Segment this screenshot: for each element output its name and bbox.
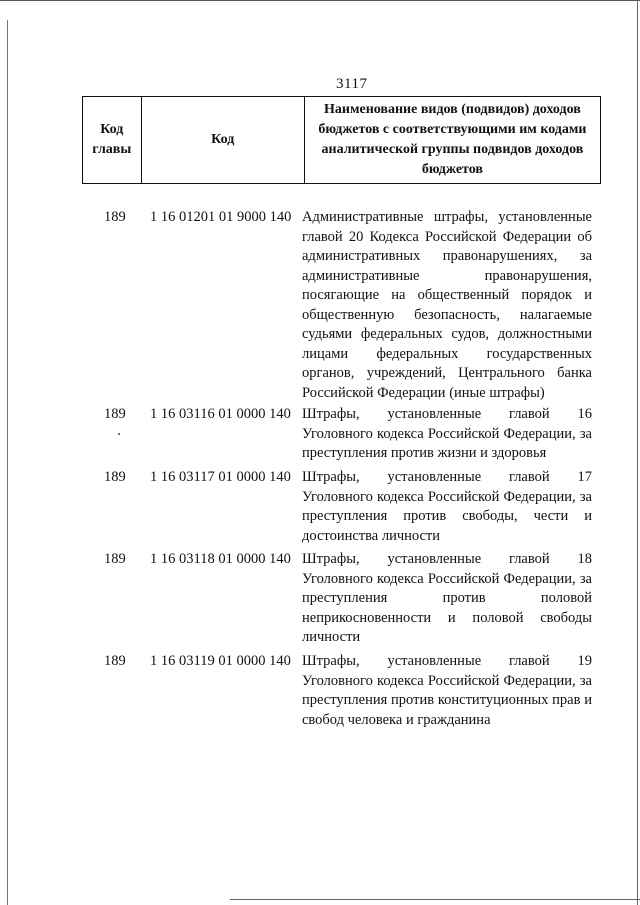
income-name-line: достоинства личности — [302, 527, 441, 544]
income-name-line: общественную безопасность, налагаемые — [302, 306, 592, 323]
income-name-line: Штрафы, установленные главой 16 — [302, 406, 592, 422]
chapter-code: 189 — [104, 209, 126, 225]
income-name-line: главой 20 Кодекса Российской Федерации об — [302, 228, 592, 245]
header-code — [141, 97, 304, 184]
income-name — [302, 652, 592, 730]
income-name-line: лицами федеральных государственных — [302, 345, 592, 362]
income-name-line: личности — [302, 629, 361, 645]
header-code-label: Код — [211, 132, 235, 147]
scan-edge-left — [7, 20, 8, 905]
chapter-code: 189 — [104, 653, 126, 669]
budget-code: 1 16 01201 01 9000 140 — [150, 209, 292, 225]
income-name-line: Уголовного кодекса Российской Федерации, за — [302, 570, 592, 587]
scan-edge-right — [637, 0, 638, 905]
column-header-table — [82, 96, 601, 184]
income-name-line: неприкосновенности и половой свободы — [302, 609, 592, 626]
budget-code: 1 16 03118 01 0000 140 — [150, 551, 291, 567]
budget-code: 1 16 03117 01 0000 140 — [150, 469, 291, 485]
header-name-line: Наименование видов (подвидов) доходов — [323, 102, 581, 117]
income-name — [302, 468, 592, 546]
income-name — [302, 208, 592, 403]
income-name-line: Штрафы, установленные главой 18 — [302, 551, 592, 567]
header-name-line: аналитической группы подвидов доходов — [321, 142, 584, 157]
header-name — [304, 97, 600, 184]
income-name-line: Уголовного кодекса Российской Федерации, за — [302, 672, 592, 689]
income-name-line: судьями федеральных судов, должностными — [302, 326, 592, 342]
income-name-line: преступления против свободы, чести и — [302, 508, 592, 524]
header-chapter-code-label: Код главы — [92, 122, 132, 157]
income-name-line: преступления против половой — [302, 590, 592, 606]
page-number: 3117 — [336, 76, 368, 92]
income-name — [302, 550, 592, 648]
income-name-line: Штрафы, установленные главой 17 — [302, 469, 592, 485]
header-chapter-code — [83, 97, 142, 184]
income-name-line: Российской Федерации (иные штрафы) — [302, 384, 545, 401]
budget-code: 1 16 03119 01 0000 140 — [150, 653, 291, 669]
chapter-code: 189 — [104, 469, 126, 485]
chapter-code: 189 — [104, 551, 126, 567]
income-name-line: посягающие на общественный порядок и — [302, 287, 592, 303]
income-name-line: органов, учреждений, Центрального банка — [302, 365, 592, 381]
scan-edge-top — [0, 0, 640, 1]
income-name-line: Штрафы, установленные главой 19 — [302, 653, 592, 669]
income-name — [302, 405, 592, 464]
income-name-line: административные правонарушения, — [302, 267, 592, 284]
budget-code: 1 16 03116 01 0000 140 — [150, 406, 291, 422]
income-name-line: Уголовного кодекса Российской Федерации, за — [302, 488, 592, 505]
income-name-line: преступления против жизни и здоровья — [302, 445, 547, 461]
income-name-line: преступления против конституционных прав и — [302, 692, 592, 708]
header-name-line: бюджетов — [421, 162, 483, 177]
header-name-line: бюджетов с соответствующими им кодами — [318, 122, 587, 137]
scan-edge-bottom — [230, 899, 640, 900]
chapter-code: 189 — [104, 406, 126, 422]
income-name-line: административных правонарушениях, за — [302, 248, 592, 264]
scan-speck — [118, 433, 120, 435]
income-name-line: Административные штрафы, установленные — [302, 209, 592, 225]
income-name-line: Уголовного кодекса Российской Федерации, за — [302, 425, 592, 442]
income-name-line: свобод человека и гражданина — [302, 711, 491, 728]
